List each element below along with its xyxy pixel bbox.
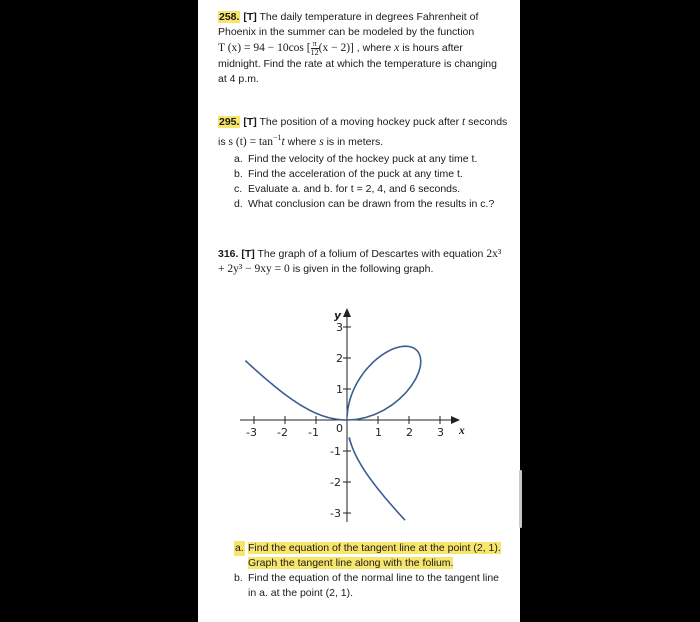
- subquestion-item: [218, 182, 508, 197]
- problem-text: The daily temperature in degrees Fahrenheit of Phoenix in the summer can be modeled by the function: [218, 11, 479, 38]
- subquestion-text: Find the acceleration of the puck at any time t.: [248, 167, 463, 180]
- subquestion-list: [218, 541, 508, 601]
- subquestion-label: b.: [234, 167, 243, 180]
- subquestion-item: [218, 167, 508, 182]
- x-tick-label: -1: [308, 426, 319, 439]
- subquestion-item: [218, 571, 508, 601]
- problem-tag: [T]: [243, 11, 257, 23]
- problem-tag: [T]: [243, 116, 257, 128]
- subquestion-item: [218, 541, 508, 571]
- folium-equation: 2x³ + 2y³ − 9xy = 0: [218, 248, 502, 275]
- problem-number: 295.: [219, 116, 240, 128]
- problem-258: 258. [T] The daily temperature in degrees Fahrenheit of Phoenix in the summer can be modeled by the function T (x) = 94 − 10cos [ $\frac{\pi}{12}$ (x − 2)] , where x is hours after midnight. Find the rate at which the temperature is changing at 4 p.m.: [218, 11, 497, 85]
- origin-label: 0: [336, 422, 343, 435]
- folium-curve: [245, 346, 420, 520]
- subquestion-label: b.: [234, 572, 243, 584]
- y-tick-label: -1: [330, 445, 341, 458]
- problem-295: 295. [T] The position of a moving hockey puck after t seconds is s $(t) = \tan^{-1}t$ where s is in meters. a. Find the velocity of the hockey puck at any time t. b. Find the acceleration of the puck at any time t. c. Evaluate a. and b. for t = 2, 4, and 6 seconds. d. What conclusion can be drawn from the results in c.?: [218, 116, 508, 210]
- subquestion-item: [218, 152, 508, 167]
- document-page: [198, 0, 520, 622]
- subquestion-list: [218, 152, 508, 212]
- subquestion-text: What conclusion can be drawn from the results in c.?: [248, 197, 495, 210]
- subquestion-label: a.: [234, 152, 243, 165]
- problem-number: 258.: [219, 11, 240, 23]
- problem-316: 316. [T] The graph of a folium of Descartes with equation 2x³ + 2y³ − 9xy = 0 is given in the following graph.: [218, 248, 502, 275]
- problem-text-end: is hours after midnight. Find the rate at which the temperature is changing at 4 p.m.: [218, 42, 497, 85]
- subquestion-label: d.: [234, 197, 243, 210]
- x-axis-label: x: [459, 425, 465, 437]
- fraction: $\frac{\pi}{12}$: [310, 39, 319, 57]
- problem-number: 316.: [218, 248, 239, 260]
- y-axis-label: y: [334, 309, 342, 322]
- folium-graph: [232, 300, 472, 530]
- x-tick-label: 2: [406, 426, 413, 439]
- y-tick-label: -3: [330, 507, 341, 520]
- subquestion-item: [218, 197, 508, 212]
- x-tick-label: -3: [246, 426, 257, 439]
- position-expression: s $(t) = \tan^{-1}t$: [228, 133, 285, 148]
- subquestion-label: a.: [235, 542, 244, 554]
- x-tick-label: -2: [277, 426, 288, 439]
- scrollbar[interactable]: [519, 470, 522, 528]
- subquestion-text: Evaluate a. and b. for t = 2, 4, and 6 seconds.: [248, 182, 461, 195]
- y-tick-label: 3: [336, 321, 343, 334]
- problem-tag: [T]: [241, 248, 255, 260]
- subquestion-text: Find the equation of the normal line to the tangent line in a. at the point (2, 1).: [248, 572, 500, 599]
- subquestion-text: Find the equation of the tangent line at the point (2, 1). Graph the tangent line along with the folium.: [248, 542, 501, 569]
- y-tick-label: -2: [330, 476, 341, 489]
- x-tick-label: 1: [375, 426, 382, 439]
- subquestion-text: Find the velocity of the hockey puck at any time t.: [248, 152, 478, 165]
- x-tick-label: 3: [437, 426, 444, 439]
- subquestion-label: c.: [234, 182, 243, 195]
- function-expression: T (x) = 94 − 10cos [ $\frac{\pi}{12}$ (x − 2)]: [218, 39, 354, 57]
- problem-316-parts: [218, 541, 508, 601]
- y-tick-label: 1: [336, 383, 343, 396]
- y-tick-label: 2: [336, 352, 343, 365]
